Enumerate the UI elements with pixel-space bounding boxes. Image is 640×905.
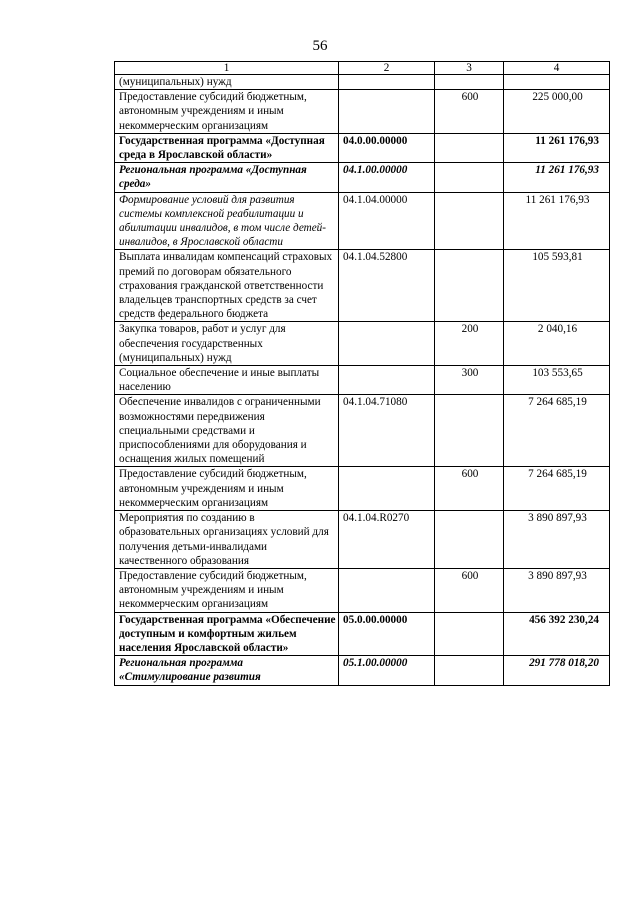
row-code-cell: 04.1.04.R0270: [339, 511, 435, 569]
row-code-cell: [339, 75, 435, 90]
row-expense-type-cell: 300: [435, 366, 504, 395]
row-expense-type-cell: [435, 75, 504, 90]
row-code-cell: 04.1.00.00000: [339, 163, 435, 192]
row-name-cell: Предоставление субсидий бюджетным, автономным учреждениям и иным некоммерческим организациям: [115, 467, 339, 511]
row-code-cell: [339, 467, 435, 511]
row-code-cell: [339, 568, 435, 612]
row-code-cell: [339, 322, 435, 366]
row-expense-type-cell: 600: [435, 568, 504, 612]
row-name-cell: Мероприятия по созданию в образовательных организациях условий для получения детьми-инвалидами качественного образования: [115, 511, 339, 569]
row-expense-type-cell: [435, 250, 504, 322]
row-code-cell: [339, 366, 435, 395]
row-name-cell: Предоставление субсидий бюджетным, автономным учреждениям и иным некоммерческим организациям: [115, 90, 339, 134]
row-name-cell: Государственная программа «Доступная среда в Ярославской области»: [115, 133, 339, 162]
page-number: 56: [312, 38, 328, 54]
table-row: [115, 511, 610, 569]
row-code-cell: 05.1.00.00000: [339, 656, 435, 685]
table-row: [115, 75, 610, 90]
column-header-1: 1: [115, 62, 339, 75]
table-row: [115, 467, 610, 511]
table-row: [115, 568, 610, 612]
row-code-cell: 04.1.04.71080: [339, 395, 435, 467]
row-amount-cell: 3 890 897,93: [504, 511, 610, 569]
row-expense-type-cell: 600: [435, 90, 504, 134]
row-code-cell: 05.0.00.00000: [339, 612, 435, 656]
row-name-cell: (муниципальных) нужд: [115, 75, 339, 90]
row-expense-type-cell: [435, 612, 504, 656]
row-amount-cell: 103 553,65: [504, 366, 610, 395]
table-row: [115, 395, 610, 467]
row-amount-cell: 456 392 230,24: [504, 612, 610, 656]
table-body: [115, 75, 610, 686]
table-row: [115, 250, 610, 322]
row-amount-cell: 11 261 176,93: [504, 192, 610, 250]
row-code-cell: [339, 90, 435, 134]
table-row: [115, 90, 610, 134]
row-amount-cell: 7 264 685,19: [504, 467, 610, 511]
table-row: [115, 322, 610, 366]
row-amount-cell: 2 040,16: [504, 322, 610, 366]
row-code-cell: 04.0.00.00000: [339, 133, 435, 162]
table-row: [115, 656, 610, 685]
row-name-cell: Формирование условий для развития системы комплексной реабилитации и абилитации инвалидов, в том числе детей-инвалидов, в Ярославской области: [115, 192, 339, 250]
budget-table: [114, 61, 610, 686]
row-amount-cell: [504, 75, 610, 90]
row-code-cell: 04.1.04.52800: [339, 250, 435, 322]
row-name-cell: Закупка товаров, работ и услуг для обеспечения государственных (муниципальных) нужд: [115, 322, 339, 366]
table-row: [115, 612, 610, 656]
row-amount-cell: 11 261 176,93: [504, 133, 610, 162]
row-expense-type-cell: 200: [435, 322, 504, 366]
row-amount-cell: 225 000,00: [504, 90, 610, 134]
table-row: [115, 163, 610, 192]
table-row: [115, 366, 610, 395]
row-name-cell: Государственная программа «Обеспечение доступным и комфортным жильем населения Ярославской области»: [115, 612, 339, 656]
row-name-cell: Выплата инвалидам компенсаций страховых премий по договорам обязательного страхования гражданской ответственности владельцев транспортных средств за счет средств федерального бюджета: [115, 250, 339, 322]
row-amount-cell: 105 593,81: [504, 250, 610, 322]
row-name-cell: Социальное обеспечение и иные выплаты населению: [115, 366, 339, 395]
row-amount-cell: 7 264 685,19: [504, 395, 610, 467]
row-expense-type-cell: [435, 656, 504, 685]
table-row: [115, 192, 610, 250]
column-header-3: 3: [435, 62, 504, 75]
row-amount-cell: 3 890 897,93: [504, 568, 610, 612]
row-expense-type-cell: [435, 163, 504, 192]
row-name-cell: Региональная программа «Доступная среда»: [115, 163, 339, 192]
table-header-row: [115, 62, 610, 75]
row-name-cell: Региональная программа «Стимулирование развития: [115, 656, 339, 685]
row-amount-cell: 11 261 176,93: [504, 163, 610, 192]
table-row: [115, 133, 610, 162]
row-expense-type-cell: [435, 192, 504, 250]
row-expense-type-cell: [435, 511, 504, 569]
column-header-2: 2: [339, 62, 435, 75]
row-expense-type-cell: [435, 133, 504, 162]
row-code-cell: 04.1.04.00000: [339, 192, 435, 250]
column-header-4: 4: [504, 62, 610, 75]
row-expense-type-cell: 600: [435, 467, 504, 511]
row-name-cell: Предоставление субсидий бюджетным, автономным учреждениям и иным некоммерческим организациям: [115, 568, 339, 612]
row-amount-cell: 291 778 018,20: [504, 656, 610, 685]
row-name-cell: Обеспечение инвалидов с ограниченными возможностями передвижения специальными средствами и приспособлениями для оборудования и оснащения жилых помещений: [115, 395, 339, 467]
row-expense-type-cell: [435, 395, 504, 467]
